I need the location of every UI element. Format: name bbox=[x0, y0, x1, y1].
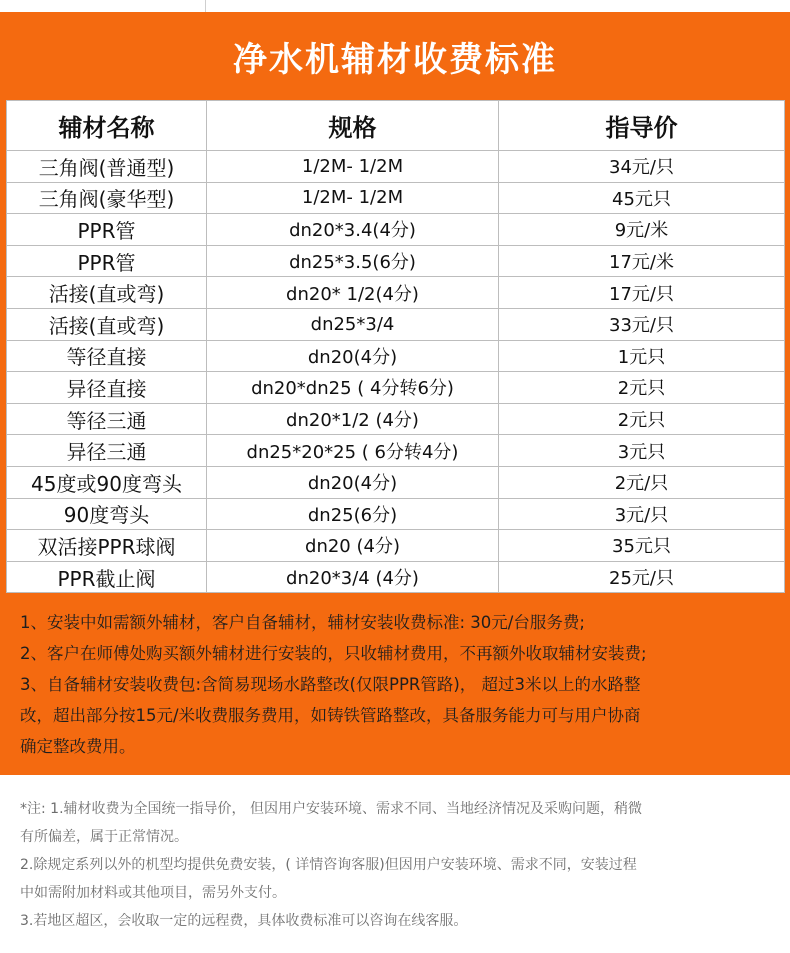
row-spec-cell: dn25(6分) bbox=[207, 498, 499, 530]
row-price-cell: 17元/只 bbox=[499, 277, 785, 309]
header-price: 指导价 bbox=[499, 101, 785, 151]
table-row bbox=[7, 151, 785, 183]
table-row bbox=[7, 245, 785, 277]
row-name-cell: 异径直接 bbox=[7, 372, 207, 404]
footnote-line: 3.若地区超区，会收取一定的远程费，具体收费标准可以咨询在线客服。 bbox=[20, 913, 468, 929]
table-body bbox=[7, 151, 785, 593]
footnote-line: 中如需附加材料或其他项目，需另外支付。 bbox=[20, 885, 286, 901]
row-price-cell: 2元只 bbox=[499, 403, 785, 435]
row-price-cell: 35元只 bbox=[499, 530, 785, 562]
row-spec-cell: dn20(4分) bbox=[207, 466, 499, 498]
row-name-cell: 三角阀(普通型) bbox=[7, 151, 207, 183]
table-header-row bbox=[7, 101, 785, 151]
table-row bbox=[7, 403, 785, 435]
note-line: 3、自备辅材安装收费包:含简易现场水路整改(仅限PPR管路)， 超过3米以上的水路整 bbox=[20, 675, 641, 694]
install-notes bbox=[0, 593, 790, 775]
row-price-cell: 25元/只 bbox=[499, 561, 785, 593]
table-row bbox=[7, 340, 785, 372]
note-line: 1、安装中如需额外辅材，客户自备辅材，辅材安装收费标准: 30元/台服务费; bbox=[20, 613, 585, 632]
row-spec-cell: dn20* 1/2(4分) bbox=[207, 277, 499, 309]
row-name-cell: 等径直接 bbox=[7, 340, 207, 372]
row-price-cell: 17元/米 bbox=[499, 245, 785, 277]
table-row bbox=[7, 308, 785, 340]
top-divider bbox=[205, 0, 206, 12]
row-price-cell: 2元/只 bbox=[499, 466, 785, 498]
table-row bbox=[7, 372, 785, 404]
price-table bbox=[6, 100, 785, 593]
row-name-cell: 三角阀(豪华型) bbox=[7, 182, 207, 214]
row-spec-cell: dn20*3.4(4分) bbox=[207, 214, 499, 246]
row-spec-cell: dn25*3.5(6分) bbox=[207, 245, 499, 277]
row-price-cell: 2元只 bbox=[499, 372, 785, 404]
row-price-cell: 3元只 bbox=[499, 435, 785, 467]
row-name-cell: 活接(直或弯) bbox=[7, 308, 207, 340]
install-notes-list bbox=[20, 607, 780, 762]
price-table-container bbox=[0, 100, 790, 593]
row-spec-cell: 1/2M- 1/2M bbox=[207, 151, 499, 183]
row-price-cell: 3元/只 bbox=[499, 498, 785, 530]
row-spec-cell: 1/2M- 1/2M bbox=[207, 182, 499, 214]
row-spec-cell: dn25*20*25 ( 6分转4分) bbox=[207, 435, 499, 467]
table-row bbox=[7, 277, 785, 309]
row-name-cell: 双活接PPR球阀 bbox=[7, 530, 207, 562]
table-row bbox=[7, 530, 785, 562]
table-row bbox=[7, 182, 785, 214]
table-row bbox=[7, 435, 785, 467]
row-name-cell: PPR截止阀 bbox=[7, 561, 207, 593]
footnote-line: *注: 1.辅材收费为全国统一指导价， 但因用户安装环境、需求不同、当地经济情况及采购问题，稍微 bbox=[20, 801, 642, 817]
top-strip bbox=[0, 0, 790, 12]
table-row bbox=[7, 561, 785, 593]
row-name-cell: 异径三通 bbox=[7, 435, 207, 467]
row-price-cell: 34元/只 bbox=[499, 151, 785, 183]
row-spec-cell: dn25*3/4 bbox=[207, 308, 499, 340]
row-price-cell: 33元/只 bbox=[499, 308, 785, 340]
row-name-cell: 活接(直或弯) bbox=[7, 277, 207, 309]
note-line: 确定整改费用。 bbox=[20, 737, 136, 756]
row-spec-cell: dn20 (4分) bbox=[207, 530, 499, 562]
row-spec-cell: dn20*dn25 ( 4分转6分) bbox=[207, 372, 499, 404]
header-spec: 规格 bbox=[207, 101, 499, 151]
note-line: 改，超出部分按15元/米收费服务费用，如铸铁管路整改，具备服务能力可与用户协商 bbox=[20, 706, 641, 725]
row-name-cell: 45度或90度弯头 bbox=[7, 466, 207, 498]
footnote-line: 2.除规定系列以外的机型均提供免费安装，( 详情咨询客服)但因用户安装环境、需求不同，安装过程 bbox=[20, 857, 637, 873]
row-spec-cell: dn20*1/2 (4分) bbox=[207, 403, 499, 435]
row-name-cell: PPR管 bbox=[7, 214, 207, 246]
row-price-cell: 1元只 bbox=[499, 340, 785, 372]
footnote-line: 有所偏差，属于正常情况。 bbox=[20, 829, 188, 845]
page-title: 净水机辅材收费标准 bbox=[233, 39, 557, 80]
row-price-cell: 9元/米 bbox=[499, 214, 785, 246]
table-row bbox=[7, 466, 785, 498]
table-row bbox=[7, 214, 785, 246]
header-name: 辅材名称 bbox=[7, 101, 207, 151]
row-price-cell: 45元只 bbox=[499, 182, 785, 214]
table-row bbox=[7, 498, 785, 530]
row-spec-cell: dn20(4分) bbox=[207, 340, 499, 372]
row-name-cell: 90度弯头 bbox=[7, 498, 207, 530]
row-spec-cell: dn20*3/4 (4分) bbox=[207, 561, 499, 593]
note-line: 2、客户在师傅处购买额外辅材进行安装的，只收辅材费用，不再额外收取辅材安装费; bbox=[20, 644, 647, 663]
row-name-cell: PPR管 bbox=[7, 245, 207, 277]
title-banner bbox=[0, 12, 790, 100]
footnotes bbox=[0, 775, 790, 953]
row-name-cell: 等径三通 bbox=[7, 403, 207, 435]
